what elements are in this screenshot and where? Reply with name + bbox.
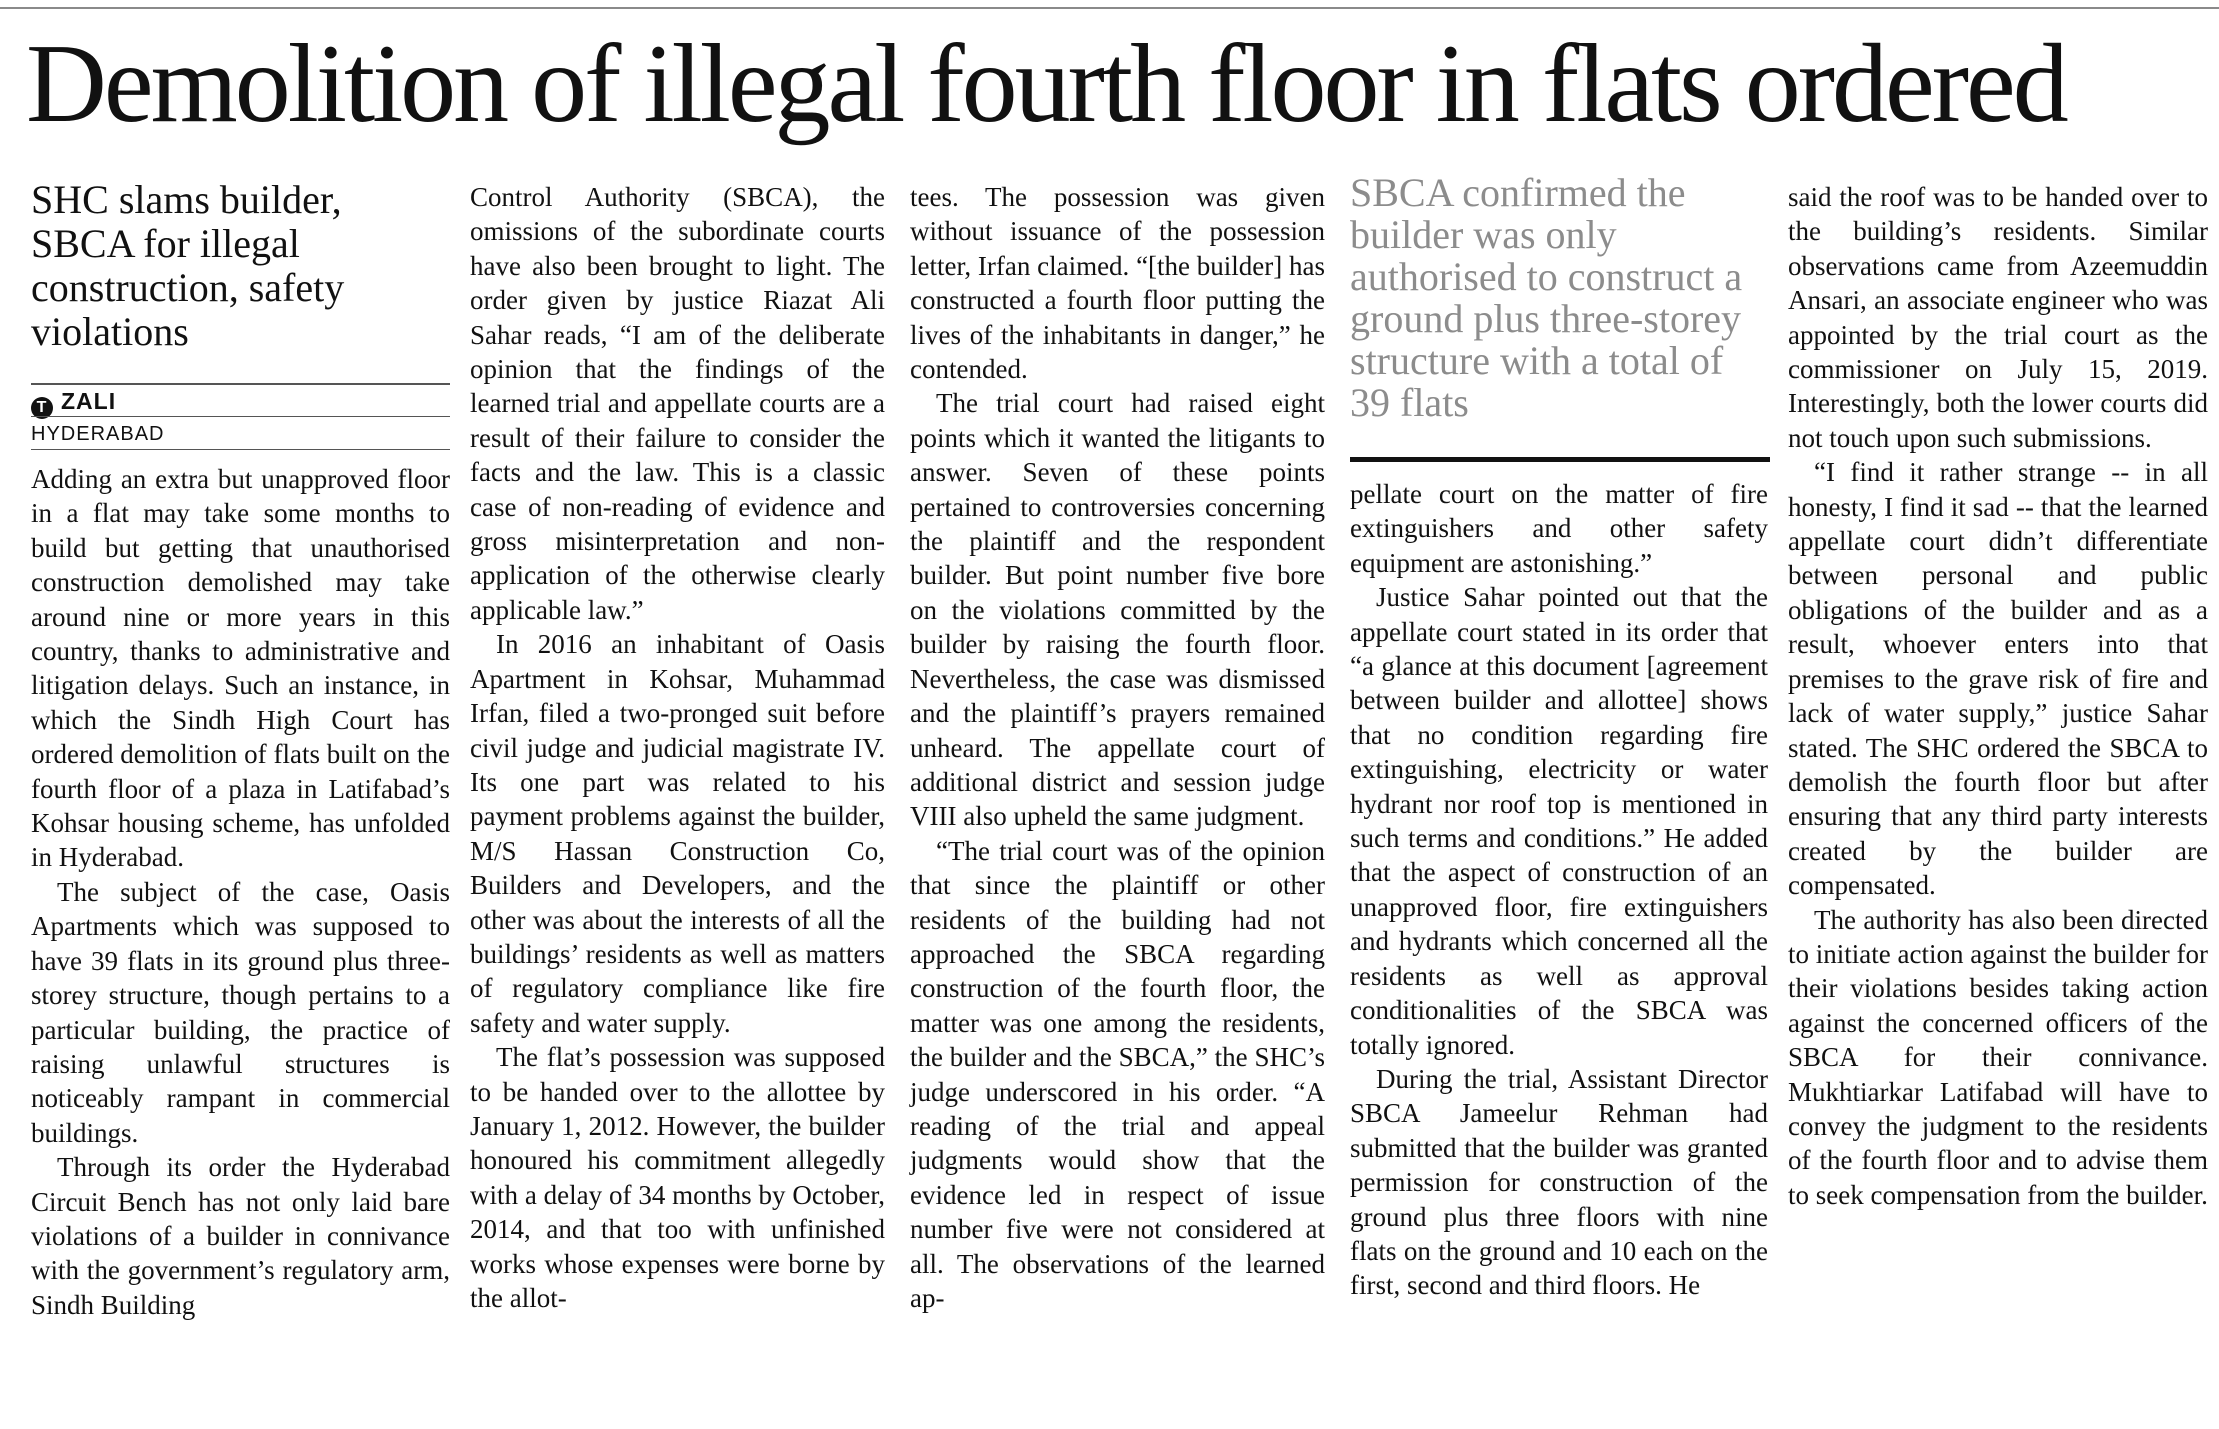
paragraph: “I find it rather strange -- in all honesty, I find it sad -- that the learned appellate court didn’t differentiate between personal and public obligations of the builder and as a result, whoever enters into that premises to the grave risk of fire and lack of water supply,” justice Sahar stated. The SHC ordered the SBCA to demolish the fourth floor but after ensuring that any third party interests created by the builder are compensated. [1788, 457, 2208, 901]
headline: Demolition of illegal fourth floor in flats ordered [26, 22, 2066, 146]
author-name: ZALI [61, 388, 117, 414]
dateline: HYDERABAD [31, 423, 165, 445]
paragraph: The authority has also been directed to initiate action against the builder for their violations besides taking action against the concerned officers of the SBCA for their connivance. Mukhtiarkar Latifabad will have to convey the judgment to the residents of the fourth floor and to advise them to seek compensation from the builder. [1788, 904, 2208, 1210]
paragraph: Justice Sahar pointed out that the appellate court stated in its order that “a glance at this document [agreement between builder and allottee] shows that no condition regarding fire extinguishing, electricity or water hydrant nor roof top is mentioned in such terms and conditions.” He added that the aspect of construction of an unapproved floor, fire extinguishers and hydrants which concerned all the residents as well as approval conditionalities of the SBCA was totally ignored. [1350, 582, 1768, 1060]
paragraph: The flat’s possession was supposed to be handed over to the allottee by January 1, 2012. However, the builder honoured his commitment allegedly with a delay of 34 months by October, 2014, and that too with unfinished works whose expenses were borne by the allot- [470, 1042, 885, 1313]
newspaper-logo-icon: T [31, 397, 53, 419]
pull-quote: SBCA confirmed the builder was only authorised to construct a ground plus three-storey structure with a total of 39 flats [1350, 170, 1743, 425]
article-column-5 [1788, 180, 2208, 1212]
paragraph: tees. The possession was given without issuance of the possession letter, Irfan claimed. “[the builder] has constructed a fourth floor putting the lives of the inhabitants in danger,” he contended. [910, 182, 1325, 385]
pull-quote-rule [1350, 457, 1770, 462]
byline [31, 388, 116, 419]
paragraph: pellate court on the matter of fire extinguishers and other safety equipment are astonishing.” [1350, 479, 1768, 578]
byline-top-rule [31, 383, 450, 385]
paragraph: During the trial, Assistant Director SBCA Jameelur Rehman had submitted that the builder was granted permission for construction of the ground plus three floors with nine flats on the ground and 10 each on the first, second and third floors. He [1350, 1063, 1768, 1301]
article-column-2 [470, 180, 885, 1315]
paragraph: “The trial court was of the opinion that since the plaintiff or other residents of the building had not approached the SBCA regarding construction of the fourth floor, the matter was one among the residents, the builder and the SBCA,” the SHC’s judge underscored in his order. “A reading of the trial and appeal judgments would show that the evidence led in respect of issue number five were not considered at all. The observations of the learned ap- [910, 835, 1325, 1313]
dateline-bottom-rule [31, 449, 450, 450]
article-column-3 [910, 180, 1325, 1315]
paragraph: In 2016 an inhabitant of Oasis Apartment in Kohsar, Muhammad Irfan, filed a two-pronged suit before civil judge and judicial magistrate IV. Its one part was related to his payment problems against the builder, M/S Hassan Construction Co, Builders and Developers, and the other was about the interests of all the buildings’ residents as well as matters of regulatory compliance like fire safety and water supply. [470, 629, 885, 1038]
paragraph: said the roof was to be handed over to the building’s residents. Similar observations came from Azeemuddin Ansari, an associate engineer who was appointed by the trial court as the commissioner on July 15, 2019. Interestingly, both the lower courts did not touch upon such submissions. [1788, 182, 2208, 453]
article-column-4 [1350, 477, 1768, 1303]
paragraph: The subject of the case, Oasis Apartments which was supposed to have 39 flats in its ground plus three-storey structure, though pertains to a particular building, the practice of raising unlawful structures is noticeably rampant in commercial buildings. [31, 876, 450, 1148]
top-rule [0, 7, 2219, 9]
paragraph: Through its order the Hyderabad Circuit Bench has not only laid bare violations of a builder in connivance with the government’s regulatory arm, Sindh Building [31, 1152, 450, 1320]
article-column-1 [31, 462, 450, 1322]
subheadline: SHC slams builder, SBCA for illegal construction, safety violations [31, 177, 345, 354]
paragraph: Adding an extra but unapproved floor in a flat may take some months to build but getting that unauthorised construction demolished may take around nine or more years in this country, thanks to administrative and litigation delays. Such an instance, in which the Sindh High Court has ordered demolition of flats built on the fourth floor of a plaza in Latifabad’s Kohsar housing scheme, has unfolded in Hyderabad. [31, 464, 450, 873]
paragraph: Control Authority (SBCA), the omissions of the subordinate courts have also been brought to light. The order given by justice Riazat Ali Sahar reads, “I am of the deliberate opinion that the findings of the learned trial and appellate courts are a result of their failure to consider the facts and the law. This is a classic case of non-reading of evidence and gross misinterpretation and non-application of the otherwise clearly applicable law.” [470, 182, 885, 625]
byline-mid-rule [31, 416, 450, 417]
paragraph: The trial court had raised eight points which it wanted the litigants to answer. Seven of these points pertained to controversies concerning the plaintiff and the respondent builder. But point number five bore on the violations committed by the builder by raising the fourth floor. Nevertheless, the case was dismissed and the plaintiff’s prayers remained unheard. The appellate court of additional district and session judge VIII also upheld the same judgment. [910, 388, 1325, 832]
